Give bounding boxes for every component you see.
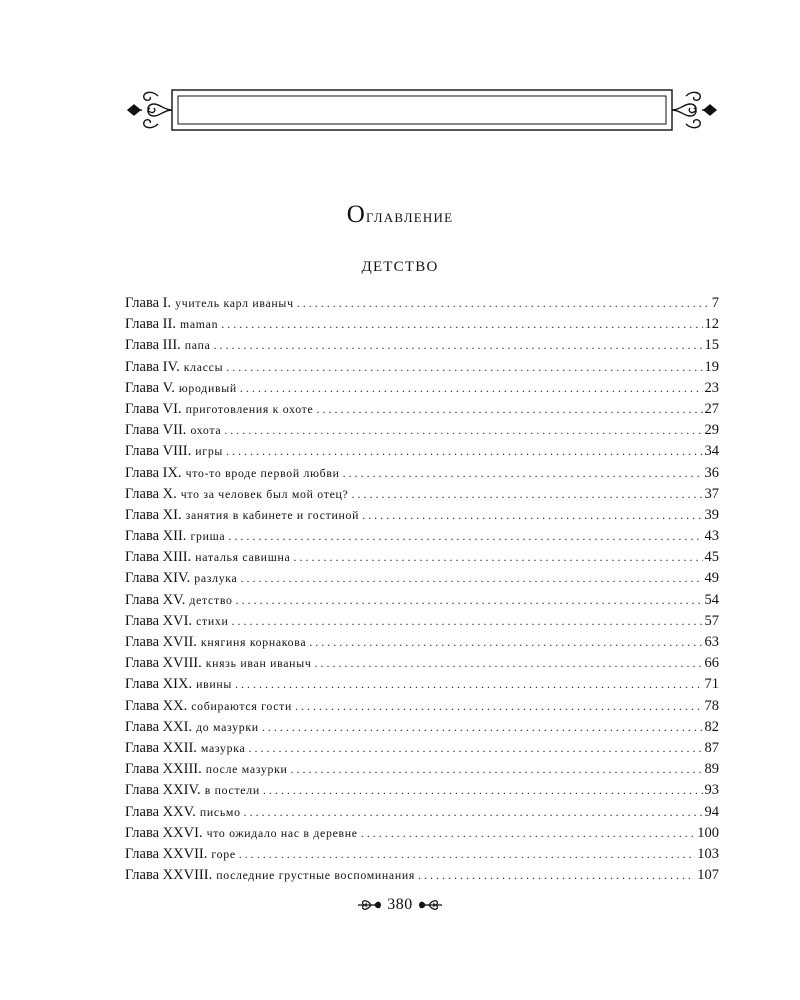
dot-leader xyxy=(232,611,703,632)
chapter-page-number: 49 xyxy=(704,570,719,587)
chapter-title: стихи xyxy=(196,613,229,628)
chapter-number: Глава XI. xyxy=(125,506,182,523)
dot-leader xyxy=(214,335,703,356)
chapter-number: Глава XXVI. xyxy=(125,824,203,841)
chapter-title: классы xyxy=(183,359,224,374)
chapter-number: Глава VI. xyxy=(125,400,182,417)
dot-leader xyxy=(248,738,702,759)
chapter-number: Глава I. xyxy=(125,295,172,311)
chapter-title: что за человек был мой отец? xyxy=(180,486,349,501)
chapter-page-number: 45 xyxy=(704,549,719,566)
toc-entry xyxy=(125,632,719,653)
chapter-page-number: 63 xyxy=(704,634,719,650)
table-of-contents xyxy=(125,293,719,886)
dot-leader xyxy=(291,759,703,780)
toc-entry xyxy=(125,653,719,674)
chapter-page-number: 54 xyxy=(704,591,719,608)
chapter-page-number: 71 xyxy=(704,676,719,693)
toc-heading xyxy=(0,201,800,229)
chapter-number: Глава XXV. xyxy=(125,803,196,820)
chapter-number: Глава XXVIII. xyxy=(125,867,213,884)
header-ornament-frame xyxy=(124,84,720,136)
chapter-number: Глава XX. xyxy=(125,697,188,714)
dot-leader xyxy=(262,717,703,738)
toc-entry xyxy=(125,844,719,865)
chapter-title: занятия в кабинете и гостиной xyxy=(185,507,360,522)
chapter-number: Глава XII. xyxy=(125,528,187,545)
chapter-title: мазурка xyxy=(200,740,246,755)
toc-entry xyxy=(125,738,719,759)
chapter-number: Глава XVI. xyxy=(125,612,193,629)
chapter-number: Глава IX. xyxy=(125,464,182,481)
chapter-number: Глава VII. xyxy=(125,422,187,439)
chapter-title: гриша xyxy=(190,529,226,544)
chapter-number: Глава XIII. xyxy=(125,549,192,566)
page-footer xyxy=(0,892,800,918)
toc-entry xyxy=(125,674,719,695)
toc-heading-rest: главление xyxy=(366,206,454,227)
chapter-number: Глава XIX. xyxy=(125,676,193,693)
chapter-page-number: 89 xyxy=(704,761,719,778)
dot-leader xyxy=(235,674,702,695)
chapter-title: собираются гости xyxy=(191,698,293,713)
toc-entry xyxy=(125,696,719,717)
chapter-page-number: 12 xyxy=(704,316,719,333)
dot-leader xyxy=(240,378,703,399)
chapter-page-number: 34 xyxy=(704,443,719,460)
dot-leader xyxy=(263,780,703,801)
toc-entry xyxy=(125,802,719,823)
chapter-page-number: 57 xyxy=(704,612,719,629)
chapter-page-number: 19 xyxy=(704,358,719,375)
chapter-page-number: 107 xyxy=(697,867,719,884)
toc-entry xyxy=(125,378,719,399)
chapter-page-number: 87 xyxy=(704,739,719,756)
toc-entry xyxy=(125,335,719,356)
chapter-title: письмо xyxy=(199,804,241,819)
toc-entry xyxy=(125,441,719,462)
chapter-title: разлука xyxy=(194,571,238,586)
chapter-page-number: 43 xyxy=(704,528,719,545)
chapter-title: что-то вроде первой любви xyxy=(185,465,340,480)
chapter-number: Глава XXIII. xyxy=(125,761,202,778)
chapter-title: после мазурки xyxy=(205,762,288,777)
chapter-number: Глава V. xyxy=(125,379,175,396)
chapter-title: князь иван иваныч xyxy=(205,656,312,671)
chapter-title: папа xyxy=(184,338,211,353)
chapter-title: детство xyxy=(189,592,233,607)
chapter-page-number: 94 xyxy=(704,803,719,820)
toc-entry xyxy=(125,526,719,547)
dot-leader xyxy=(314,653,702,674)
chapter-page-number: 37 xyxy=(704,485,719,502)
dot-leader xyxy=(418,865,695,886)
chapter-title: в постели xyxy=(204,783,260,798)
chapter-page-number: 27 xyxy=(704,400,719,417)
toc-heading-initial: О xyxy=(346,201,367,228)
chapter-title: что ожидало нас в деревне xyxy=(206,825,358,840)
chapter-page-number: 39 xyxy=(704,506,719,523)
toc-entry xyxy=(125,611,719,632)
chapter-number: Глава XXII. xyxy=(125,739,197,756)
chapter-title: учитель карл иваныч xyxy=(175,296,294,310)
chapter-title: наталья савишна xyxy=(195,550,291,565)
section-heading: ДЕТСТВО xyxy=(361,259,439,275)
chapter-page-number: 66 xyxy=(704,655,719,672)
chapter-number: Глава II. xyxy=(125,316,176,333)
chapter-title: игры xyxy=(195,444,224,459)
chapter-number: Глава XXIV. xyxy=(125,782,201,799)
toc-entry xyxy=(125,865,719,886)
toc-entry xyxy=(125,780,719,801)
dot-leader xyxy=(297,293,710,314)
dot-leader xyxy=(361,823,696,844)
toc-entry xyxy=(125,314,719,335)
toc-entry xyxy=(125,463,719,484)
chapter-page-number: 15 xyxy=(704,337,719,354)
toc-entry xyxy=(125,357,719,378)
chapter-number: Глава XVII. xyxy=(125,634,197,650)
chapter-title: юродивый xyxy=(178,380,237,395)
chapter-title: последние грустные воспоминания xyxy=(216,868,416,883)
dot-leader xyxy=(244,802,703,823)
chapter-page-number: 29 xyxy=(704,422,719,439)
chapter-number: Глава XIV. xyxy=(125,570,191,587)
dot-leader xyxy=(236,590,703,611)
dot-leader xyxy=(224,420,702,441)
chapter-number: Глава XV. xyxy=(125,591,186,608)
dot-leader xyxy=(309,632,702,653)
chapter-page-number: 103 xyxy=(697,845,719,862)
toc-entry xyxy=(125,420,719,441)
chapter-page-number: 82 xyxy=(704,718,719,735)
chapter-number: Глава III. xyxy=(125,337,181,354)
chapter-title: до мазурки xyxy=(196,719,259,734)
dot-leader xyxy=(221,314,702,335)
toc-entry xyxy=(125,717,719,738)
chapter-title: горе xyxy=(211,846,236,861)
toc-entry xyxy=(125,823,719,844)
chapter-page-number: 78 xyxy=(704,697,719,714)
page-number: 380 xyxy=(387,896,413,913)
chapter-title: княгиня корнакова xyxy=(200,635,307,649)
chapter-page-number: 36 xyxy=(704,464,719,481)
toc-entry xyxy=(125,547,719,568)
chapter-number: Глава X. xyxy=(125,485,177,502)
chapter-page-number: 23 xyxy=(704,379,719,396)
toc-entry xyxy=(125,505,719,526)
chapter-number: Глава XVIII. xyxy=(125,655,202,672)
chapter-title: охота xyxy=(190,423,222,438)
dot-leader xyxy=(362,505,702,526)
chapter-title: ивины xyxy=(196,677,233,692)
chapter-number: Глава XXVII. xyxy=(125,845,208,862)
chapter-title: приготовления к охоте xyxy=(185,401,314,416)
toc-entry xyxy=(125,484,719,505)
dot-leader xyxy=(241,568,703,589)
toc-entry xyxy=(125,568,719,589)
chapter-page-number: 93 xyxy=(704,782,719,799)
chapter-page-number: 100 xyxy=(697,824,719,841)
dot-leader xyxy=(226,441,702,462)
chapter-page-number: 7 xyxy=(711,295,719,311)
chapter-number: Глава IV. xyxy=(125,358,180,375)
toc-entry xyxy=(125,590,719,611)
dot-leader xyxy=(316,399,702,420)
dot-leader xyxy=(228,526,702,547)
chapter-number: Глава XXI. xyxy=(125,718,193,735)
chapter-title: maman xyxy=(179,317,219,332)
chapter-number: Глава VIII. xyxy=(125,443,192,460)
dot-leader xyxy=(351,484,702,505)
right-flourish-icon xyxy=(417,898,443,912)
toc-entry xyxy=(125,759,719,780)
left-flourish-icon xyxy=(357,898,383,912)
dot-leader xyxy=(293,547,702,568)
dot-leader xyxy=(239,844,695,865)
toc-entry xyxy=(125,293,719,314)
dot-leader xyxy=(343,463,703,484)
toc-entry xyxy=(125,399,719,420)
dot-leader xyxy=(226,357,702,378)
dot-leader xyxy=(295,696,702,717)
